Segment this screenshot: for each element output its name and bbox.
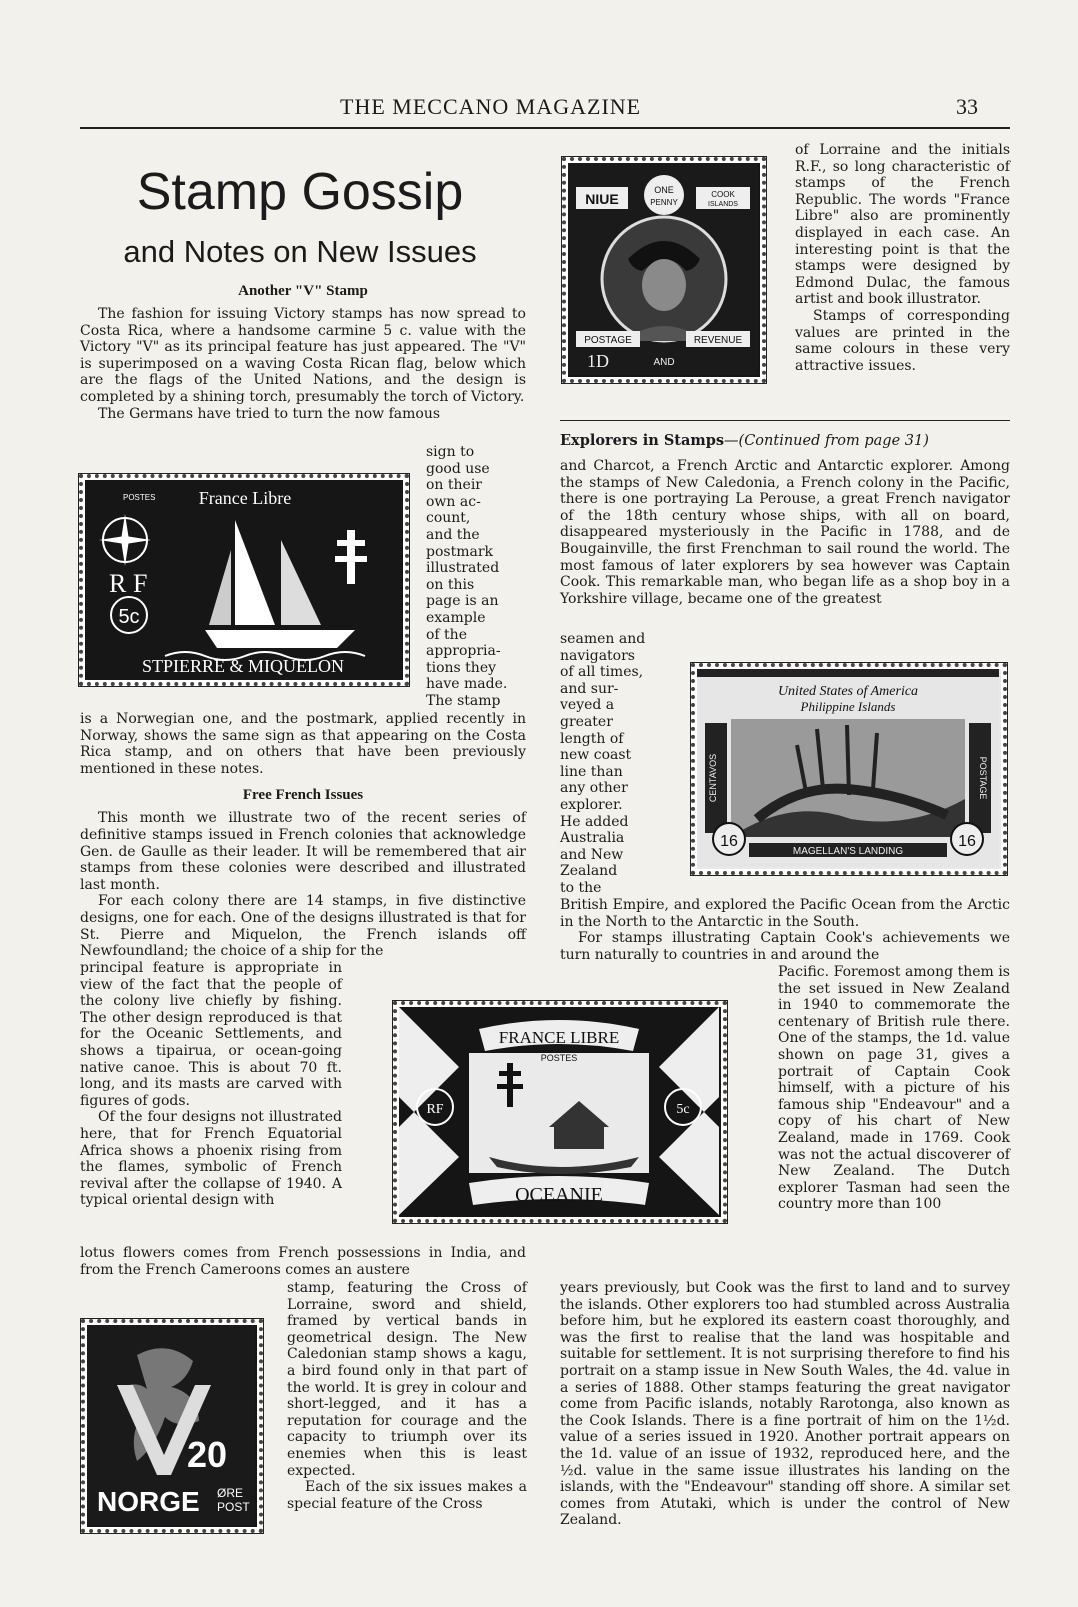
- paragraph-principal-feature: principal feature is appropriate in view of the fact that the people of the colony live chiefly by fishing. The other design reproduced is that for the Oceanic Settlements, and shows a tipairua, or ocean-going native canoe. This is about 70 ft. long, and its masts are carved with figures of gods.: [80, 960, 342, 1109]
- left-narrow-text: [80, 960, 342, 1209]
- spm-value: 5c: [118, 606, 140, 628]
- right-narrow-nz: [778, 964, 1010, 1213]
- portrait-face: [642, 259, 686, 311]
- explorers-heading-rest: —(Continued from page 31): [724, 433, 929, 449]
- narrow-line: The stamp: [426, 692, 501, 709]
- narrow-line: on this: [426, 576, 475, 593]
- paragraph-corresponding-values: Stamps of corresponding values are printed in the same colours in these very attractive issues.: [795, 307, 1010, 374]
- narrow-line: and New: [560, 846, 624, 863]
- narrow-line: seamen and: [560, 631, 646, 647]
- niue-value: 1D: [587, 351, 609, 371]
- paragraph-new-zealand: Pacific. Foremost among them is the set issued in New Zealand in 1940 to commemorate the centenary of British rule there. One of the stamps, the 1d. value shown on page 31, gives a portrait of Captain Cook himself, with a picture of his famous ship "Endeavour" and a copy of his chart of New Zealand, made in 1769. Cook was not the actual discoverer of New Zealand. The Dutch explorer Tasman had seen the country more than 100: [778, 964, 1010, 1213]
- narrow-line: good use: [426, 460, 490, 477]
- left-column-mid: [80, 711, 526, 960]
- right-top-narrow: [795, 142, 1010, 374]
- niue-revenue: REVENUE: [693, 335, 743, 346]
- niue-left: NIUE: [585, 191, 619, 207]
- oceanie-banner: FRANCE LIBRE: [498, 1028, 620, 1047]
- left-column-top: [80, 283, 526, 422]
- paragraph-germans-lead: The Germans have tried to turn the now famous: [98, 405, 441, 422]
- narrow-line: illustrated: [426, 560, 500, 577]
- paragraph-v-stamp: The fashion for issuing Victory stamps has now spread to Costa Rica, where a handsome carmine 5 c. value with the Victory "V" as its principal feature has just appeared. The "V" is superimposed on a waving Costa Rican flag, below which are the flags of the United Nations, and the design is completed by a shining torch, presumably the torch of Victory.: [80, 306, 526, 405]
- section-heading-v-stamp: Another "V" Stamp: [238, 283, 368, 299]
- right-column-main: [560, 432, 1010, 607]
- header-rule: [80, 127, 1010, 129]
- article-title: Stamp Gossip: [136, 163, 464, 221]
- spm-r: R: [109, 569, 127, 598]
- section-heading-free-french: Free French Issues: [242, 787, 364, 804]
- column-separator-rule: [560, 420, 1010, 421]
- stamp-norge: [80, 1318, 264, 1534]
- paragraph-explorers-1: and Charcot, a French Arctic and Antarctic explorer. Among the stamps of New Caledonia, a French colony in the Pacific, there is one portraying La Perouse, a great French navigator of the 18th century whose ships, with all on board, disappeared mysteriously in the Pacific in 1788, and de Bougainville, the first Frenchman to sail round the world. The most famous of later explorers by sea however was Captain Cook. This remarkable man, who began life as a shop boy in a Yorkshire village, became one of the greatest: [560, 458, 1010, 607]
- explorers-heading-bold: Explorers in Stamps: [560, 432, 725, 449]
- narrow-line: page is an: [426, 593, 499, 610]
- philippines-top1: United States of America: [777, 684, 919, 699]
- paragraph-free-french-2: For each colony there are 14 stamps, in five distinctive designs, one for each. One of the designs illustrated is that for St. Pierre and Miquelon, the French islands off Newfoundland; the choice of a ship for the: [80, 893, 526, 960]
- norge-post: POST: [217, 1500, 250, 1514]
- oceanie-value: 5c: [676, 1102, 690, 1117]
- narrow-line: explorer.: [560, 796, 623, 813]
- narrow-line: and the: [426, 526, 480, 543]
- stamp-niue: [561, 156, 767, 384]
- paragraph-lotus: lotus flowers comes from French possessions in India, and from the French Cameroons comes an austere: [80, 1245, 526, 1278]
- norge-country: NORGE: [97, 1486, 200, 1517]
- narrow-line: appropria-: [426, 643, 501, 660]
- narrow-line: sign to: [426, 444, 475, 460]
- paragraph-tasman: years previously, but Cook was the first to land and to survey the islands. Other explorers too had stumbled across Australia before him, but he explored its eastern coast thoroughly, and was the first to realise that the land was hospitable and suitable for settlement. It is not surprising therefore to find his portrait on a stamp issue in New South Wales, the 4d. value in a series of 1888. Other stamps featuring the great navigator come from Pacific islands, notably Rarotonga, also known as the Cook Islands. There is a fine portrait of him on the 1½d. value of a series issued in 1920. Another portrait appears on the 1d. value of an issue of 1932, reproduced here, and the ½d. value in the same issue illustrates his landing on the islands, with the "Endeavour" standing off shore. A similar set comes from Atutaki, which is under the control of New Zealand.: [560, 1280, 1010, 1529]
- paragraph-lorraine: of Lorraine and the initials R.F., so long characteristic of stamps of the French Republic. The words "France Libre" also are prominently displayed in each case. An interesting point is that the stamps were designed by Edmond Dulac, the famous artist and book illustrator.: [795, 142, 1010, 308]
- paragraph-six-issues: Each of the six issues makes a special feature of the Cross: [287, 1479, 527, 1512]
- narrow-line: count,: [426, 510, 471, 527]
- narrow-line: own ac-: [426, 493, 481, 510]
- paragraph-british-empire: British Empire, and explored the Pacific Ocean from the Arctic in the North to the Antarctic in the South.: [560, 897, 1010, 930]
- oceanie-postes: POSTES: [540, 1053, 578, 1063]
- left-right-narrow: [287, 1280, 527, 1512]
- narrow-line: to the: [560, 879, 602, 896]
- paragraph-free-french-1: This month we illustrate two of the recent series of definitive stamps issued in French colonies that acknowledge Gen. de Gaulle as their leader. It will be remembered that air stamps from these colonies were described and illustrated last month.: [80, 810, 526, 893]
- stamp-oceanie: [392, 1000, 728, 1224]
- narrow-line: and sur-: [560, 680, 619, 697]
- philippines-left: CENTAVOS: [708, 753, 718, 803]
- narrow-line: veyed a: [560, 697, 615, 714]
- narrow-line: length of: [560, 730, 624, 747]
- niue-one: ONE: [654, 185, 674, 195]
- stamp-philippines-magellan: [690, 662, 1008, 876]
- spm-bottom-text: STPIERRE & MIQUELON: [142, 656, 344, 676]
- niue-islands: ISLANDS: [708, 201, 738, 208]
- running-title: THE MECCANO MAGAZINE: [340, 94, 642, 119]
- philippines-value-right: 16: [958, 833, 976, 850]
- left-wide-lotus: [80, 1245, 526, 1278]
- paragraph-cameroons: stamp, featuring the Cross of Lorraine, sword and shield, framed by vertical bands in geometrical design. The New Caledonian stamp shows a kagu, a bird found only in that part of the world. It is grey in colour and short-legged, and it has a reputation for courage and the capacity to triumph over its enemies when this is least expected.: [287, 1280, 527, 1479]
- narrow-line: Zealand: [560, 863, 618, 880]
- article-subtitle: and Notes on New Issues: [123, 234, 477, 269]
- narrow-line: have made.: [426, 676, 508, 693]
- right-column-mid: [560, 897, 1010, 963]
- paragraph-norwegian: is a Norwegian one, and the postmark, applied recently in Norway, shows the same sign as that appearing on the Costa Rica stamp, and on others that have been previously mentioned in these notes.: [80, 711, 526, 777]
- explorers-heading: [560, 432, 1010, 450]
- spm-top-text: France Libre: [198, 488, 292, 508]
- philippines-bottom: MAGELLAN'S LANDING: [792, 846, 904, 857]
- narrow-line: greater: [560, 713, 613, 730]
- narrow-line: example: [426, 609, 486, 626]
- stamp-st-pierre-miquelon: [78, 473, 410, 687]
- niue-postage: POSTAGE: [584, 335, 632, 346]
- oceanie-rf: RF: [426, 1102, 444, 1117]
- narrow-line: of the: [426, 626, 467, 643]
- narrow-line: tions they: [426, 659, 497, 676]
- narrow-line: navigators: [560, 647, 635, 664]
- niue-cook: COOK: [711, 190, 735, 199]
- spm-postes-text: POSTES: [123, 493, 156, 502]
- paragraph-cook-stamps-lead: For stamps illustrating Captain Cook's achievements we turn naturally to countries in and around the: [560, 930, 1010, 963]
- narrow-text-explorers: [560, 631, 660, 897]
- narrow-line: He added: [560, 813, 629, 830]
- narrow-line: postmark: [426, 543, 493, 560]
- philippines-value-left: 16: [720, 833, 738, 850]
- narrow-line: Australia: [560, 830, 625, 847]
- narrow-line: any other: [560, 780, 628, 797]
- norge-ore: ØRE: [217, 1486, 244, 1500]
- oceanie-bottom: OCEANIE: [515, 1184, 603, 1206]
- niue-and: AND: [653, 357, 675, 368]
- narrow-line: on their: [426, 477, 482, 494]
- narrow-text-germans: [426, 444, 526, 710]
- norge-value: 20: [186, 1434, 227, 1475]
- philippines-right: POSTAGE: [978, 756, 988, 800]
- spm-f: F: [133, 569, 148, 598]
- narrow-line: new coast: [560, 747, 632, 764]
- philippines-top2: Philippine Islands: [800, 699, 896, 714]
- page-number: 33: [956, 94, 978, 119]
- narrow-line: line than: [560, 763, 623, 780]
- narrow-line: of all times,: [560, 664, 644, 681]
- paragraph-four-designs: Of the four designs not illustrated here, that for French Equatorial Africa shows a phoenix rising from the flames, symbolic of French revival after the collapse of 1940. A typical oriental design with: [80, 1109, 342, 1209]
- right-column-bottom: [560, 1280, 1010, 1529]
- niue-penny: PENNY: [650, 198, 678, 207]
